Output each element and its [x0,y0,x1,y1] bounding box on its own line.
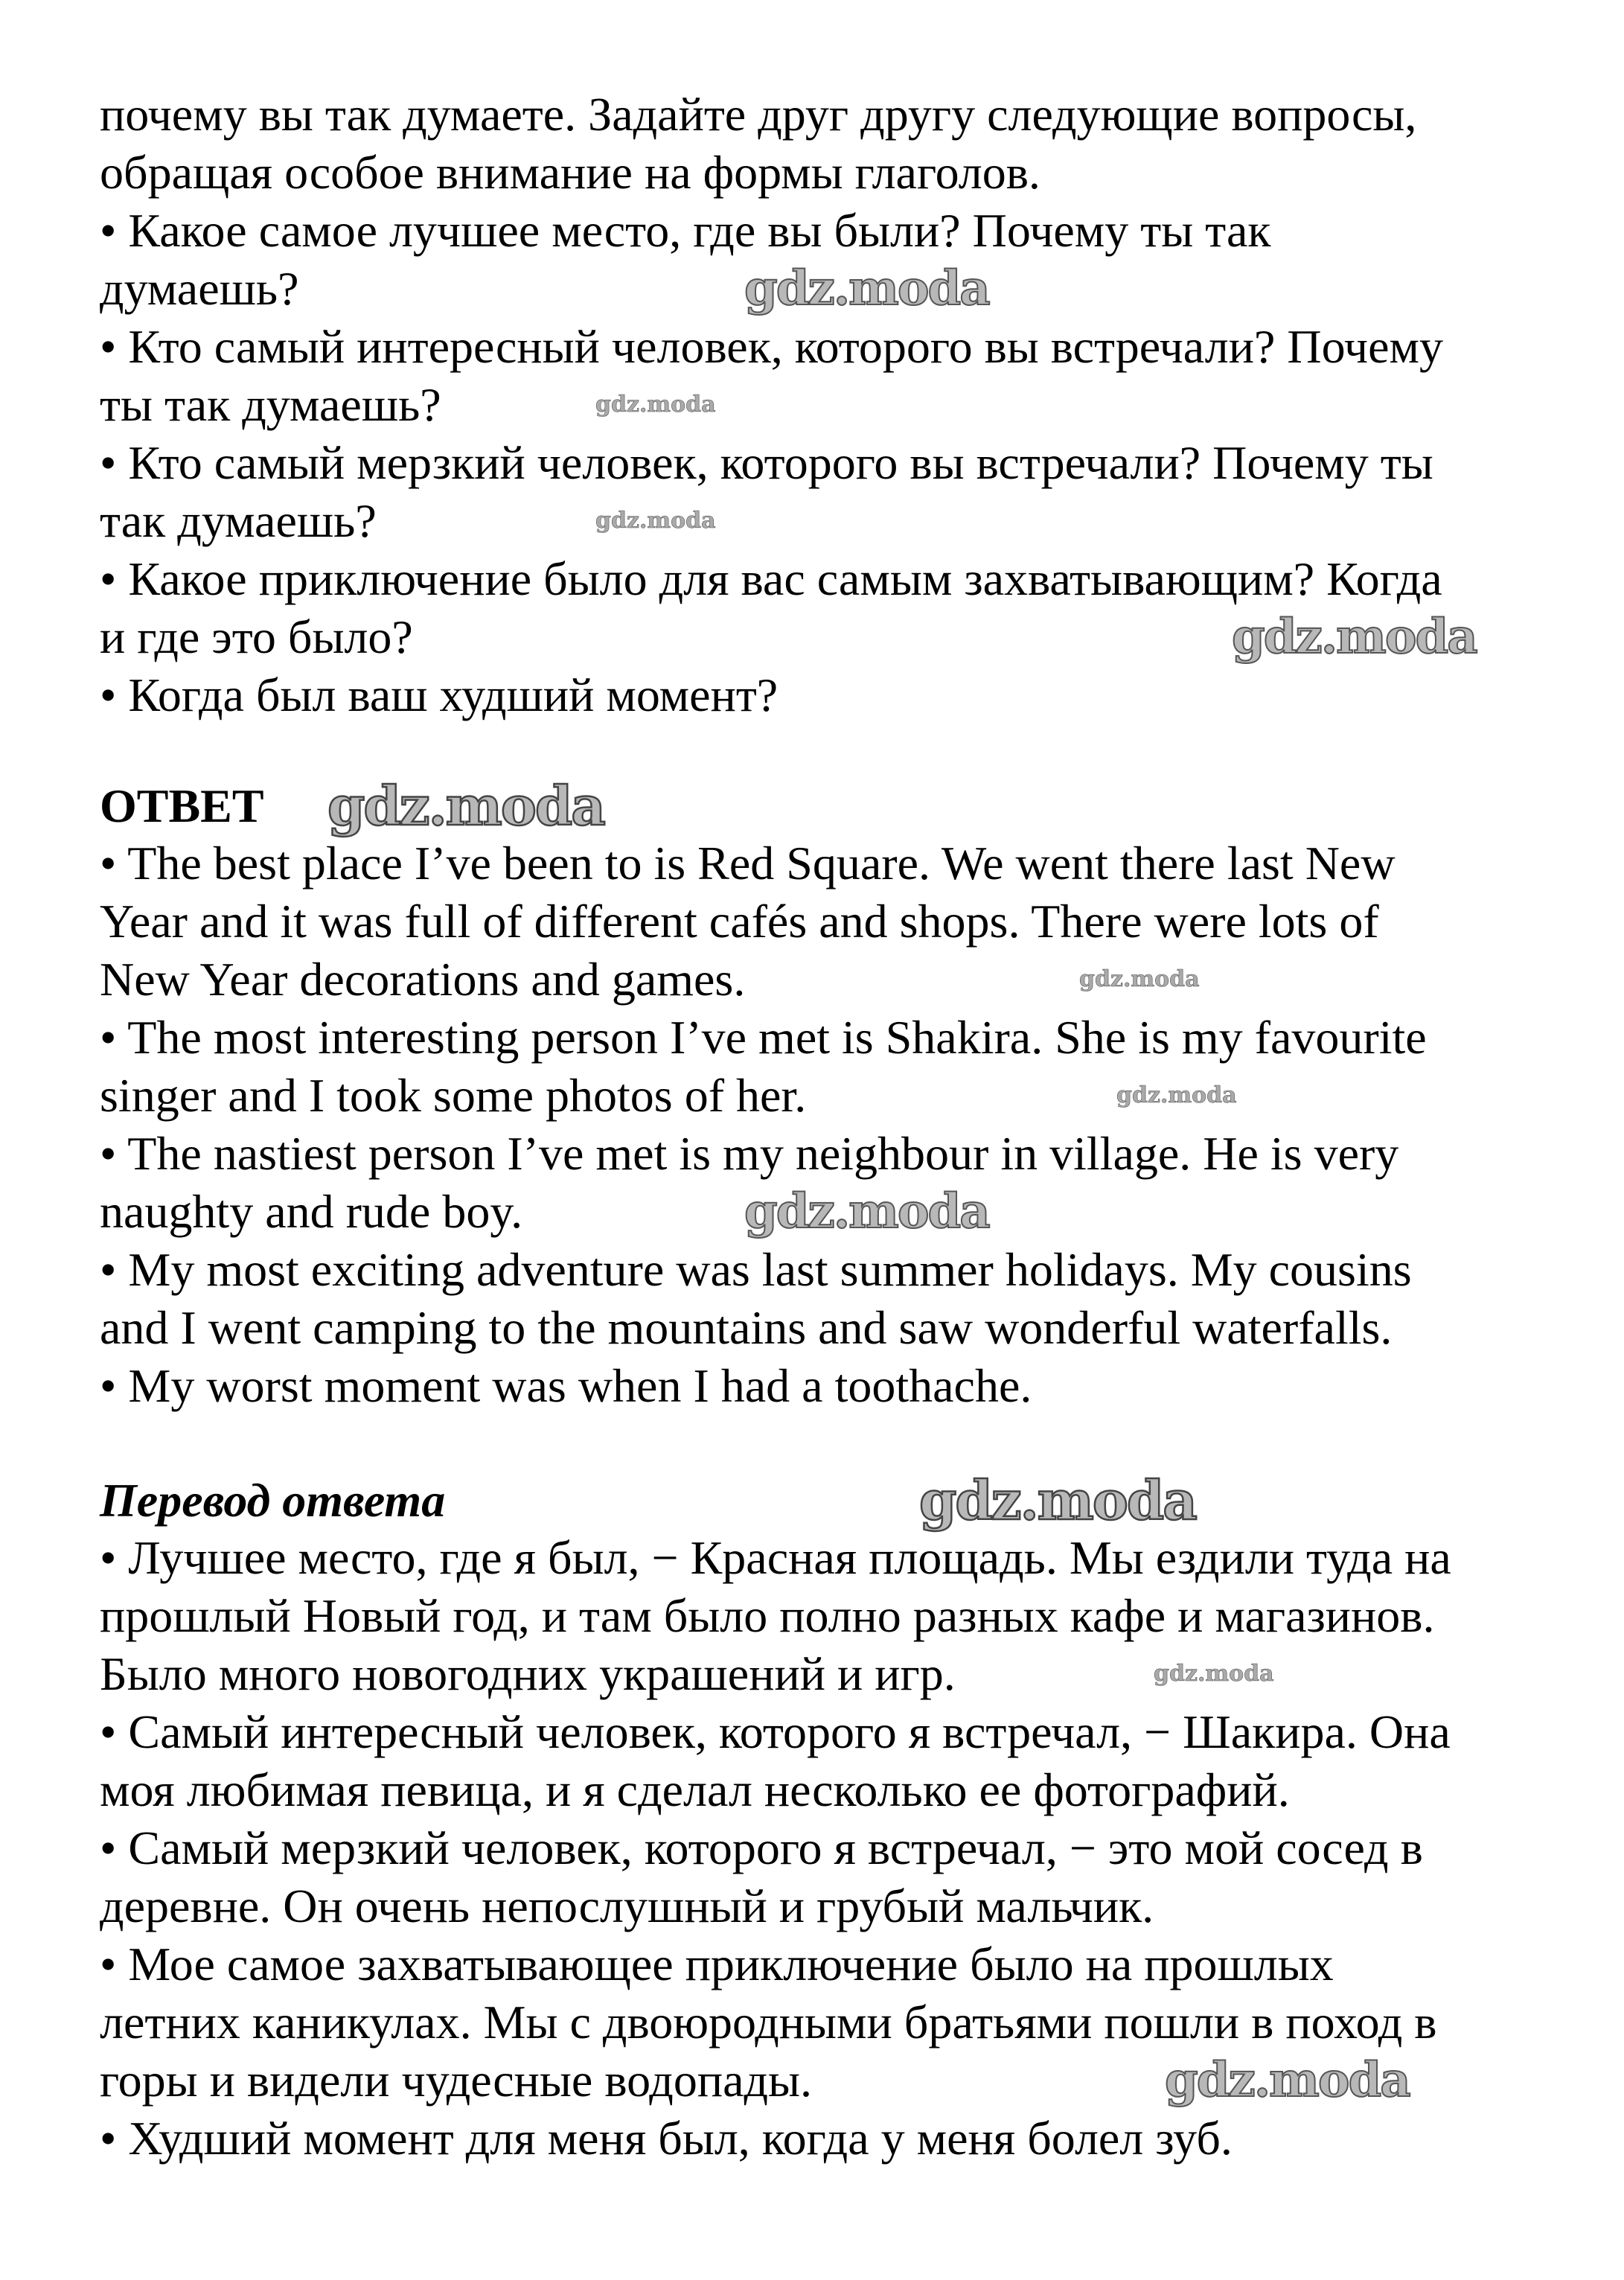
translation-heading: Перевод ответа [100,1474,446,1527]
question-line: так думаешь? [100,494,377,547]
translation-line: • Самый мерзкий человек, которого я встречал, − это мой сосед в [100,1821,1423,1874]
translation-line: • Мое самое захватывающее приключение было на прошлых [100,1938,1334,1990]
watermark: gdz.moda [327,774,604,837]
translation-line: • Лучшее место, где я был, − Красная площадь. Мы ездили туда на [100,1531,1451,1584]
answer-line: Year and it was full of different cafés and shops. There were lots of [100,895,1379,948]
answer-line: • My most exciting adventure was last summer holidays. My cousins [100,1243,1412,1296]
watermark: gdz.moda [595,508,716,534]
watermark: gdz.moda [919,1469,1196,1532]
watermark: gdz.moda [1165,2052,1410,2108]
watermark: gdz.moda [1154,1661,1274,1687]
translation-line: • Самый интересный человек, которого я встречал, − Шакира. Она [100,1705,1451,1758]
question-line: • Кто самый интересный человек, которого вы встречали? Почему [100,320,1443,373]
translation-line: деревне. Он очень непослушный и грубый мальчик. [100,1880,1154,1932]
question-line: почему вы так думаете. Задайте друг другу следующие вопросы, [100,88,1417,141]
answer-line: and I went camping to the mountains and saw wonderful waterfalls. [100,1301,1393,1354]
translation-line: моя любимая певица, и я сделал несколько ее фотографий. [100,1763,1290,1816]
watermark: gdz.moda [744,261,989,316]
watermark: gdz.moda [1079,966,1200,992]
answer-line: • The most interesting person I’ve met is Shakira. She is my favourite [100,1011,1427,1064]
question-line: • Какое приключение было для вас самым захватывающим? Когда [100,552,1442,605]
watermark: gdz.moda [595,392,716,418]
translation-line: летних каникулах. Мы с двоюродными братьями пошли в поход в [100,1996,1437,2049]
translation-line: Было много новогодних украшений и игр. [100,1647,956,1700]
question-line: и где это было? [100,610,413,663]
translation-line: прошлый Новый год, и там было полно разных кафе и магазинов. [100,1589,1435,1642]
answer-line: • The nastiest person I’ve met is my neighbour in village. He is very [100,1127,1399,1180]
answer-line: • My worst moment was when I had a toothache. [100,1359,1032,1412]
answer-line: New Year decorations and games. [100,953,746,1006]
translation-line: • Худший момент для меня был, когда у меня болел зуб. [100,2112,1233,2165]
question-line: обращая особое внимание на формы глаголов. [100,146,1040,199]
translation-line: горы и видели чудесные водопады. [100,2054,813,2107]
question-line: думаешь? [100,262,299,315]
watermark: gdz.moda [1116,1082,1237,1108]
answer-line: • The best place I’ve been to is Red Square. We went there last New [100,837,1396,890]
question-line: • Какое самое лучшее место, где вы были? Почему ты так [100,204,1271,257]
answer-heading: ОТВЕТ [100,779,264,832]
watermark: gdz.moda [744,1184,989,1239]
answer-line: naughty and rude boy. [100,1185,523,1238]
question-line: • Когда был ваш худший момент? [100,668,779,721]
watermark: gdz.moda [1232,609,1477,665]
question-line: • Кто самый мерзкий человек, которого вы встречали? Почему ты [100,436,1433,489]
question-line: ты так думаешь? [100,378,441,431]
answer-line: singer and I took some photos of her. [100,1069,807,1122]
